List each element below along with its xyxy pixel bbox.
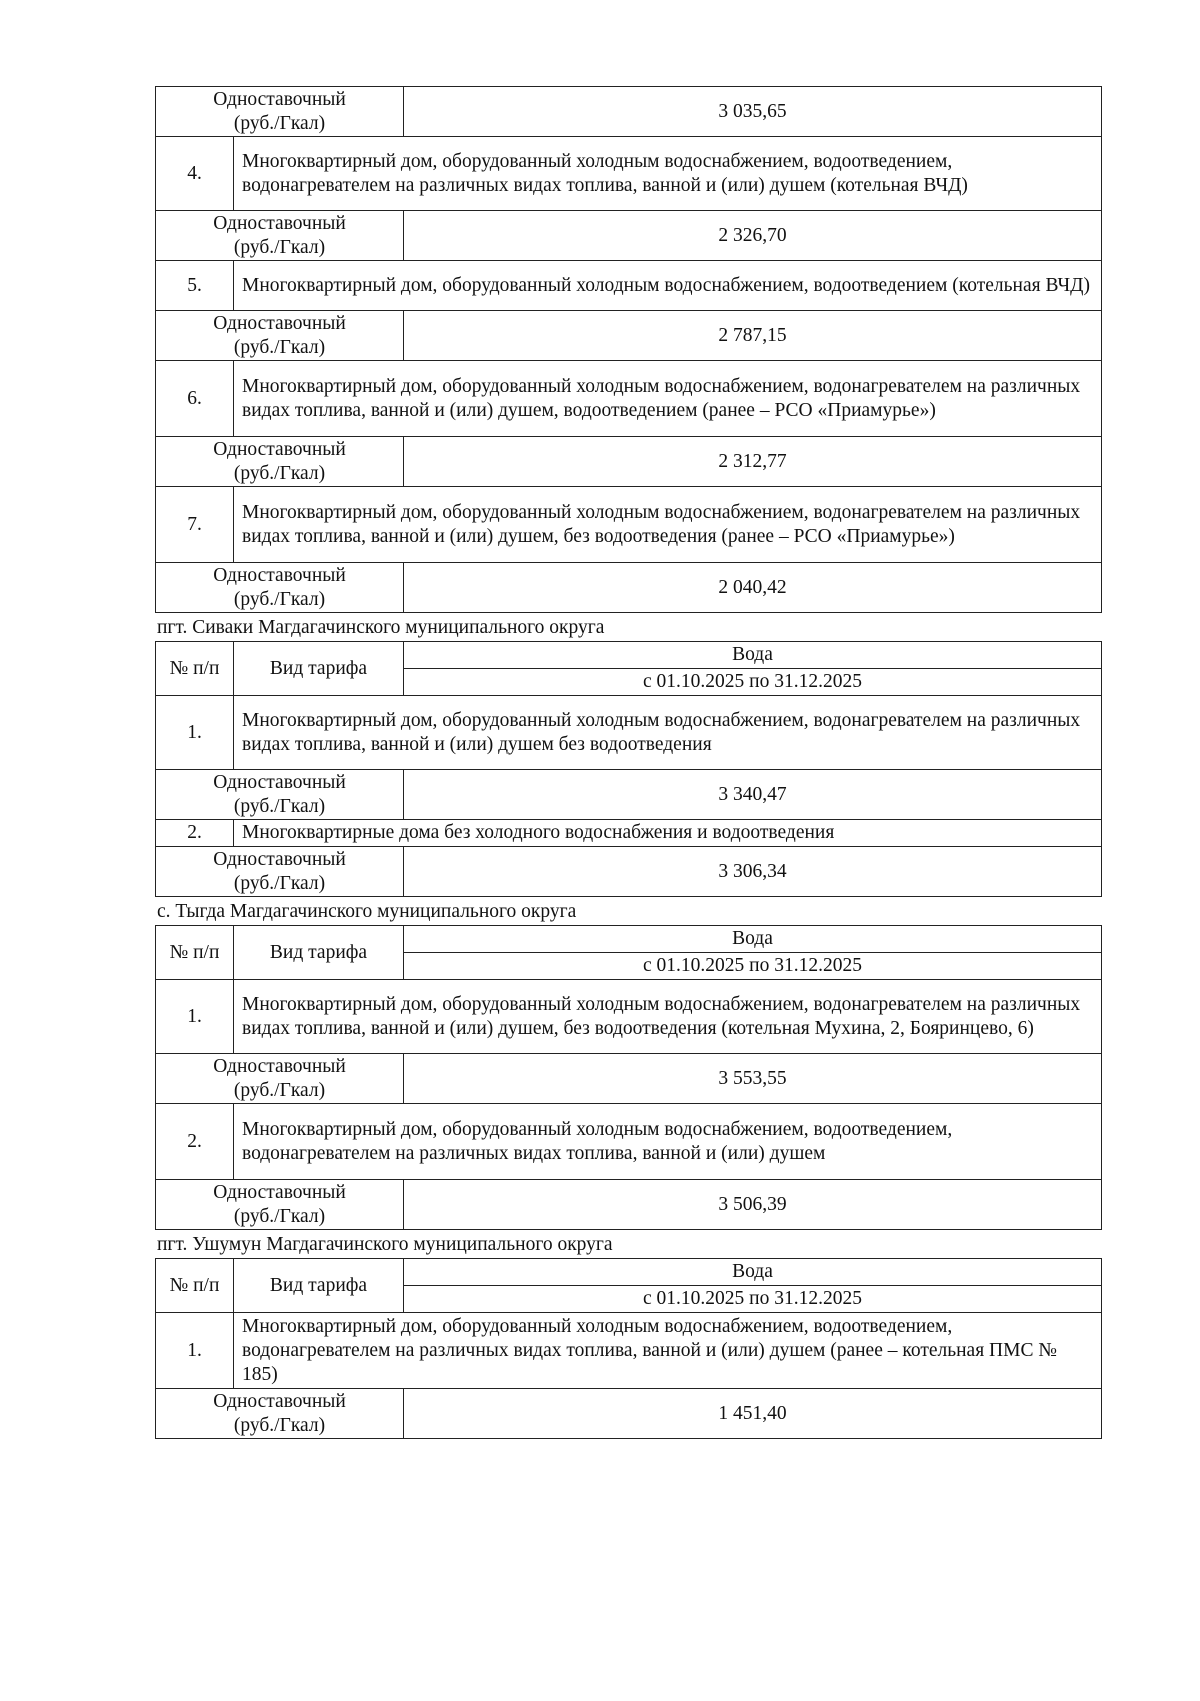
tariff-kind-cell: Одноставочный (руб./Гкал) (156, 437, 404, 487)
tariff-value: 2 312,77 (404, 437, 1102, 487)
header-kind-col: Вид тарифа (234, 642, 404, 696)
row-description: Многоквартирный дом, оборудованный холодным водоснабжением, водонагревателем на различных видах топлива, ванной и (или) душем, без водоотведения (ранее – РСО «Приамурье») (234, 487, 1102, 563)
table-row (156, 1104, 1102, 1180)
row-number: 1. (156, 980, 234, 1054)
table-row (156, 311, 1102, 361)
tariff-kind-cell: Одноставочный (руб./Гкал) (156, 1389, 404, 1439)
tariff-value: 3 553,55 (404, 1054, 1102, 1104)
table-row (156, 696, 1102, 770)
tariff-table-tygda (155, 925, 1102, 1230)
row-description: Многоквартирный дом, оборудованный холодным водоснабжением, водонагревателем на различных видах топлива, ванной и (или) душем, без водоотведения (котельная Мухина, 2, Бояринцево, 6) (234, 980, 1102, 1054)
row-number: 1. (156, 1313, 234, 1389)
document-page (155, 86, 1101, 1439)
row-description: Многоквартирный дом, оборудованный холодным водоснабжением, водоотведением, водонагревателем на различных видах топлива, ванной и (или) душем (котельная ВЧД) (234, 137, 1102, 211)
header-kind-col: Вид тарифа (234, 926, 404, 980)
tariff-value: 1 451,40 (404, 1389, 1102, 1439)
header-period: с 01.10.2025 по 31.12.2025 (404, 1286, 1102, 1313)
section-caption-ushumun: пгт. Ушумун Магдагачинского муниципального округа (157, 1234, 613, 1255)
row-number: 5. (156, 261, 234, 311)
table-row (156, 437, 1102, 487)
section-caption-tygda: с. Тыгда Магдагачинского муниципального округа (157, 901, 577, 922)
table-row (156, 770, 1102, 820)
tariff-value: 2 787,15 (404, 311, 1102, 361)
header-num-col: № п/п (156, 1259, 234, 1313)
row-number: 6. (156, 361, 234, 437)
table-row (156, 87, 1102, 137)
tariff-kind-cell: Одноставочный (руб./Гкал) (156, 563, 404, 613)
table-row (156, 847, 1102, 897)
table-header-row (156, 642, 1102, 669)
tariff-table-ushumun (155, 1258, 1102, 1439)
row-number: 4. (156, 137, 234, 211)
row-number: 2. (156, 820, 234, 847)
row-number: 1. (156, 696, 234, 770)
table-row (156, 1054, 1102, 1104)
tariff-kind-cell: Одноставочный (руб./Гкал) (156, 847, 404, 897)
tariff-kind-cell: Одноставочный (руб./Гкал) (156, 311, 404, 361)
header-resource: Вода (404, 926, 1102, 953)
header-kind-col: Вид тарифа (234, 1259, 404, 1313)
tariff-kind-cell: Одноставочный (руб./Гкал) (156, 211, 404, 261)
tariff-table-continued (155, 86, 1102, 613)
tariff-kind-cell: Одноставочный (руб./Гкал) (156, 87, 404, 137)
tariff-kind-cell: Одноставочный (руб./Гкал) (156, 1180, 404, 1230)
header-num-col: № п/п (156, 926, 234, 980)
row-description: Многоквартирные дома без холодного водоснабжения и водоотведения (234, 820, 1102, 847)
tariff-value: 3 035,65 (404, 87, 1102, 137)
table-row (156, 563, 1102, 613)
table-row (156, 361, 1102, 437)
header-period: с 01.10.2025 по 31.12.2025 (404, 669, 1102, 696)
row-description: Многоквартирный дом, оборудованный холодным водоснабжением, водоотведением, водонагревателем на различных видах топлива, ванной и (или) душем (ранее – котельная ПМС № 185) (234, 1313, 1102, 1389)
header-resource: Вода (404, 642, 1102, 669)
table-row (156, 980, 1102, 1054)
table-row (156, 1389, 1102, 1439)
tariff-value: 3 506,39 (404, 1180, 1102, 1230)
tariff-value: 2 040,42 (404, 563, 1102, 613)
row-description: Многоквартирный дом, оборудованный холодным водоснабжением, водонагревателем на различных видах топлива, ванной и (или) душем без водоотведения (234, 696, 1102, 770)
row-description: Многоквартирный дом, оборудованный холодным водоснабжением, водонагревателем на различных видах топлива, ванной и (или) душем, водоотведением (ранее – РСО «Приамурье») (234, 361, 1102, 437)
header-num-col: № п/п (156, 642, 234, 696)
table-row (156, 261, 1102, 311)
tariff-table-sivaki (155, 641, 1102, 897)
table-row (156, 820, 1102, 847)
tariff-value: 3 306,34 (404, 847, 1102, 897)
row-description: Многоквартирный дом, оборудованный холодным водоснабжением, водоотведением (котельная ВЧД) (234, 261, 1102, 311)
section-caption-sivaki: пгт. Сиваки Магдагачинского муниципального округа (157, 617, 605, 638)
row-description: Многоквартирный дом, оборудованный холодным водоснабжением, водоотведением, водонагревателем на различных видах топлива, ванной и (или) душем (234, 1104, 1102, 1180)
table-header-row (156, 1259, 1102, 1286)
table-row (156, 137, 1102, 211)
header-resource: Вода (404, 1259, 1102, 1286)
tariff-value: 2 326,70 (404, 211, 1102, 261)
table-row (156, 1180, 1102, 1230)
row-number: 2. (156, 1104, 234, 1180)
table-header-row (156, 926, 1102, 953)
table-row (156, 1313, 1102, 1389)
tariff-kind-cell: Одноставочный (руб./Гкал) (156, 770, 404, 820)
tariff-value: 3 340,47 (404, 770, 1102, 820)
table-row (156, 211, 1102, 261)
tariff-kind-cell: Одноставочный (руб./Гкал) (156, 1054, 404, 1104)
table-row (156, 487, 1102, 563)
header-period: с 01.10.2025 по 31.12.2025 (404, 953, 1102, 980)
row-number: 7. (156, 487, 234, 563)
